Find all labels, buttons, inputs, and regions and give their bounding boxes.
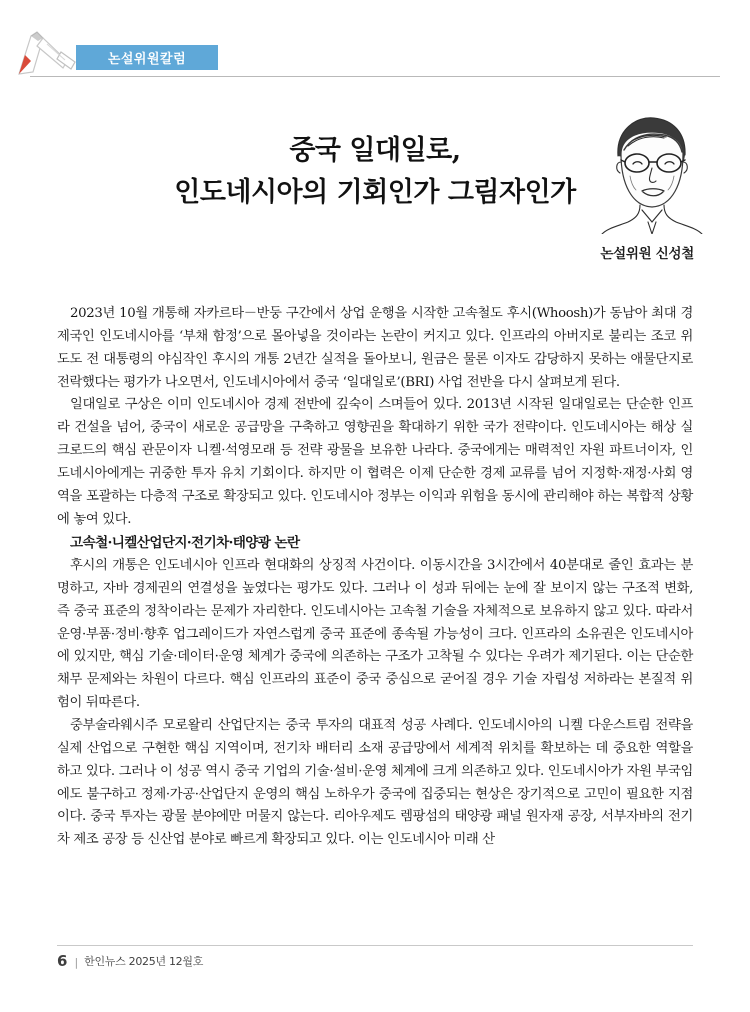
category-tag: 논설위원칼럼: [76, 45, 218, 70]
footer-divider: [57, 945, 693, 946]
page-number: 6: [57, 952, 68, 970]
page-title: [0, 130, 750, 214]
article-title-block: [0, 130, 750, 214]
footer-separator: |: [74, 956, 79, 969]
header-divider: [30, 76, 720, 77]
pencil-icon: [17, 28, 79, 76]
page-footer: [57, 952, 697, 970]
title-line-2: 인도네시아의 기회인가 그림자인가: [174, 176, 576, 208]
section-subheading: 고속철·니켈산업단지·전기차·태양광 논란: [70, 534, 300, 551]
paragraph: 후시의 개통은 인도네시아 인프라 현대화의 상징적 사건이다. 이동시간을 3시간에서 40분대로 줄인 효과는 분명하고, 자바 경제권의 연결성을 높였다는 평가도 있다. 그러나 이 성과 뒤에는 눈에 잘 보이지 않는 구조적 변화, 즉 중국 표준의 정착이라는 문제가 자리한다. 인도네시아는 고속철 기술을 자체적으로 보유하지 않고 있다. 따라서 운영·부품·정비·향후 업그레이드가 자연스럽게 중국 표준에 종속될 가능성이 크다. 인프라의 소유권은 인도네시아에 있지만, 핵심 기술·데이터·운영 체계가 중국에 의존하는 구조가 고착될 수 있다는 우려가 제기된다. 이는 단순한 채무 문제와는 차원이 다르다. 핵심 인프라의 표준이 중국 중심으로 굳어질 경우 기술 자립성 저하라는 본질적 위험이 뒤따른다.: [57, 557, 693, 711]
paragraph: 2023년 10월 개통해 자카르타－반둥 구간에서 상업 운행을 시작한 고속철도 후시(Whoosh)가 동남아 최대 경제국인 인도네시아를 ‘부채 함정’으로 몰아넣을 것이라는 논란이 커지고 있다. 인프라의 아버지로 불리는 조코 위도도 전 대통령의 야심작인 후시의 개통 2년간 실적을 돌아보니, 원금은 물론 이자도 감당하지 못하는 애물단지로 전락했다는 평가가 나오면서, 인도네시아에서 중국 ‘일대일로’(BRI) 사업 전반을 다시 살펴보게 된다.: [57, 306, 693, 390]
article-body: [57, 303, 693, 852]
paragraph: 중부술라웨시주 모로왈리 산업단지는 중국 투자의 대표적 성공 사례다. 인도네시아의 니켈 다운스트림 전략을 실제 산업으로 구현한 핵심 지역이며, 전기차 배터리 소재 공급망에서 세계적 위치를 확보하는 데 중요한 역할을 하고 있다. 그러나 이 성공 역시 중국 기업의 기술·설비·운영 체계에 크게 의존하고 있다. 인도네시아가 자원 부국임에도 불구하고 정제·가공·산업단지 운영의 핵심 노하우가 중국에 집중되는 현상은 장기적으로 고민이 필요한 지점이다. 중국 투자는 광물 분야에만 머물지 않는다. 리아우제도 렘팡섬의 태양광 패널 원자재 공장, 서부자바의 전기차 제조 공장 등 신산업 분야로 빠르게 확장되고 있다. 이는 인도네시아 미래 산: [57, 717, 693, 848]
page-header: [0, 0, 750, 78]
publication-label: 한인뉴스 2025년 12월호: [84, 955, 204, 968]
paragraph: 일대일로 구상은 이미 인도네시아 경제 전반에 깊숙이 스며들어 있다. 2013년 시작된 일대일로는 단순한 인프라 건설을 넘어, 중국이 새로운 공급망을 구축하고 영향권을 확대하기 위한 국가 전략이다. 인도네시아는 해상 실크로드의 핵심 관문이자 니켈·석영모래 등 전략 광물을 보유한 나라다. 중국에게는 매력적인 자원 파트너이자, 인도네시아에게는 귀중한 투자 유치 기회이다. 하지만 이 협력은 이제 단순한 경제 교류를 넘어 지정학·재정·사회 영역을 포괄하는 다층적 구조로 확장되고 있다. 인도네시아 정부는 이익과 위험을 동시에 관리해야 하는 복합적 상황에 놓여 있다.: [57, 397, 693, 527]
title-line-1: 중국 일대일로,: [289, 135, 461, 166]
author-byline: 논설위원 신성철: [600, 246, 694, 262]
